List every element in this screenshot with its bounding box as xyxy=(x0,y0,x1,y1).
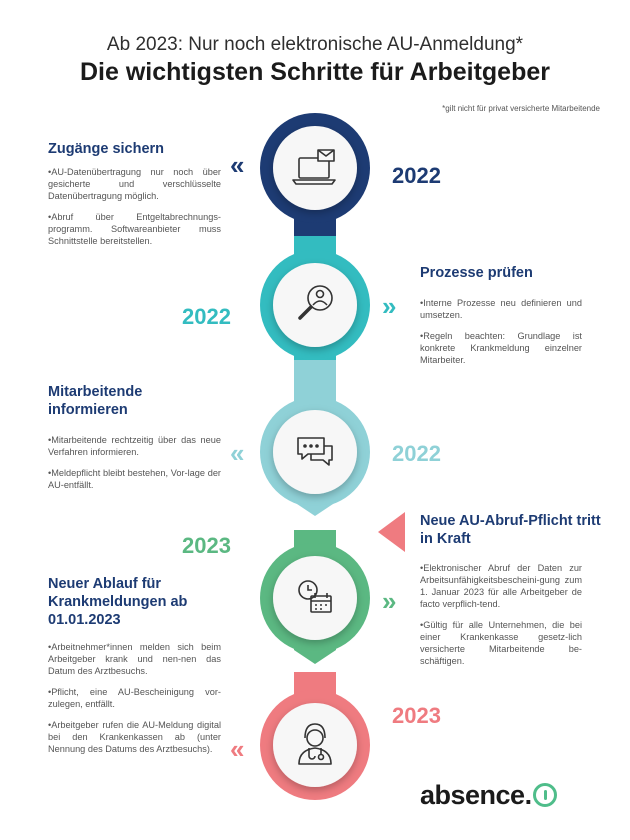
ring-1 xyxy=(260,113,370,223)
step-4-bullets xyxy=(420,562,582,676)
step-3-year: 2022 xyxy=(392,441,441,466)
step-5-bullet-3: •Arbeitgeber rufen die AU-Meldung digital bei den Krankenkassen ab (unter Nennung des Datums des Arztbesuchs). xyxy=(48,720,221,754)
chevron-right-icon: » xyxy=(382,586,397,616)
step-1-bullet-1: •AU-Datenübertragung nur noch über gesicherte und verschlüsselte Datenübertragung möglich. xyxy=(48,167,221,201)
footnote: *gilt nicht für privat versicherte Mitarbeitende xyxy=(442,104,600,113)
step-3-bullets xyxy=(48,434,221,500)
step-4-bullet-2: •Gültig für alle Unternehmen, die bei einer Krankenkasse gesetz-lich versicherte Mitarbeitende be-schäftigen. xyxy=(420,620,582,666)
ring-5 xyxy=(260,690,370,800)
step-4-heading: Neue AU-Abruf-Pflicht tritt in Kraft xyxy=(420,513,601,547)
chevron-left-icon: « xyxy=(230,438,245,468)
step-2-bullets xyxy=(420,297,582,375)
step-4-bullet-1: •Elektronischer Abruf der Daten zur Arbeitsunfähigkeitsbescheini-gung zum 1. Januar 2023 für alle Arbeitgeber de facto verpflich-tend. xyxy=(420,563,582,609)
logo-power-icon xyxy=(533,783,557,807)
header-subtitle: Ab 2023: Nur noch elektronische AU-Anmeldung* xyxy=(106,34,524,55)
chevron-left-icon: « xyxy=(230,150,245,180)
ring-2 xyxy=(260,250,370,360)
step-1-bullet-2: •Abruf über Entgeltabrechnungs-programm. Softwareanbieter muss Schnittstelle bereitstellen. xyxy=(48,212,221,246)
absence-logo xyxy=(420,780,557,811)
pink-triangle-pointer xyxy=(378,512,405,552)
ring-3 xyxy=(260,397,370,507)
step-5-bullet-2: •Pflicht, eine AU-Bescheinigung vor-zulegen, entfällt. xyxy=(48,687,221,709)
step-5-heading: Neuer Ablauf für Krankmeldungen ab 01.01.2023 xyxy=(48,576,188,628)
logo-text: absence. xyxy=(420,780,532,810)
step-3-bullet-2: •Meldepflicht bleibt bestehen, Vor-lage der AU-entfällt. xyxy=(48,468,221,490)
step-3-bullet-1: •Mitarbeitende rechtzeitig über das neue Verfahren informieren. xyxy=(48,435,221,457)
chevron-right-icon: » xyxy=(382,291,397,321)
step-3-heading: Mitarbeitende informieren xyxy=(48,384,143,418)
step-1-year: 2022 xyxy=(392,163,441,188)
page-title: Die wichtigsten Schritte für Arbeitgeber xyxy=(80,58,550,86)
step-2-year: 2022 xyxy=(182,304,231,329)
step-2-heading: Prozesse prüfen xyxy=(420,265,533,281)
step-5-year: 2023 xyxy=(392,703,441,728)
step-4-year: 2023 xyxy=(182,533,231,558)
step-2-bullet-2: •Regeln beachten: Grundlage ist konkrete Krankmeldung einzelner Mitarbeiter. xyxy=(420,331,582,365)
step-2-bullet-1: •Interne Prozesse neu definieren und umsetzen. xyxy=(420,298,582,320)
step-1-bullets xyxy=(48,166,221,256)
step-5-bullets xyxy=(48,641,221,764)
step-1-heading: Zugänge sichern xyxy=(48,141,165,157)
step-5-bullet-1: •Arbeitnehmer*innen melden sich beim Arbeitgeber krank und nen-nen das Datum des Arztbesuchs. xyxy=(48,642,221,676)
chevron-left-icon: « xyxy=(230,734,245,764)
